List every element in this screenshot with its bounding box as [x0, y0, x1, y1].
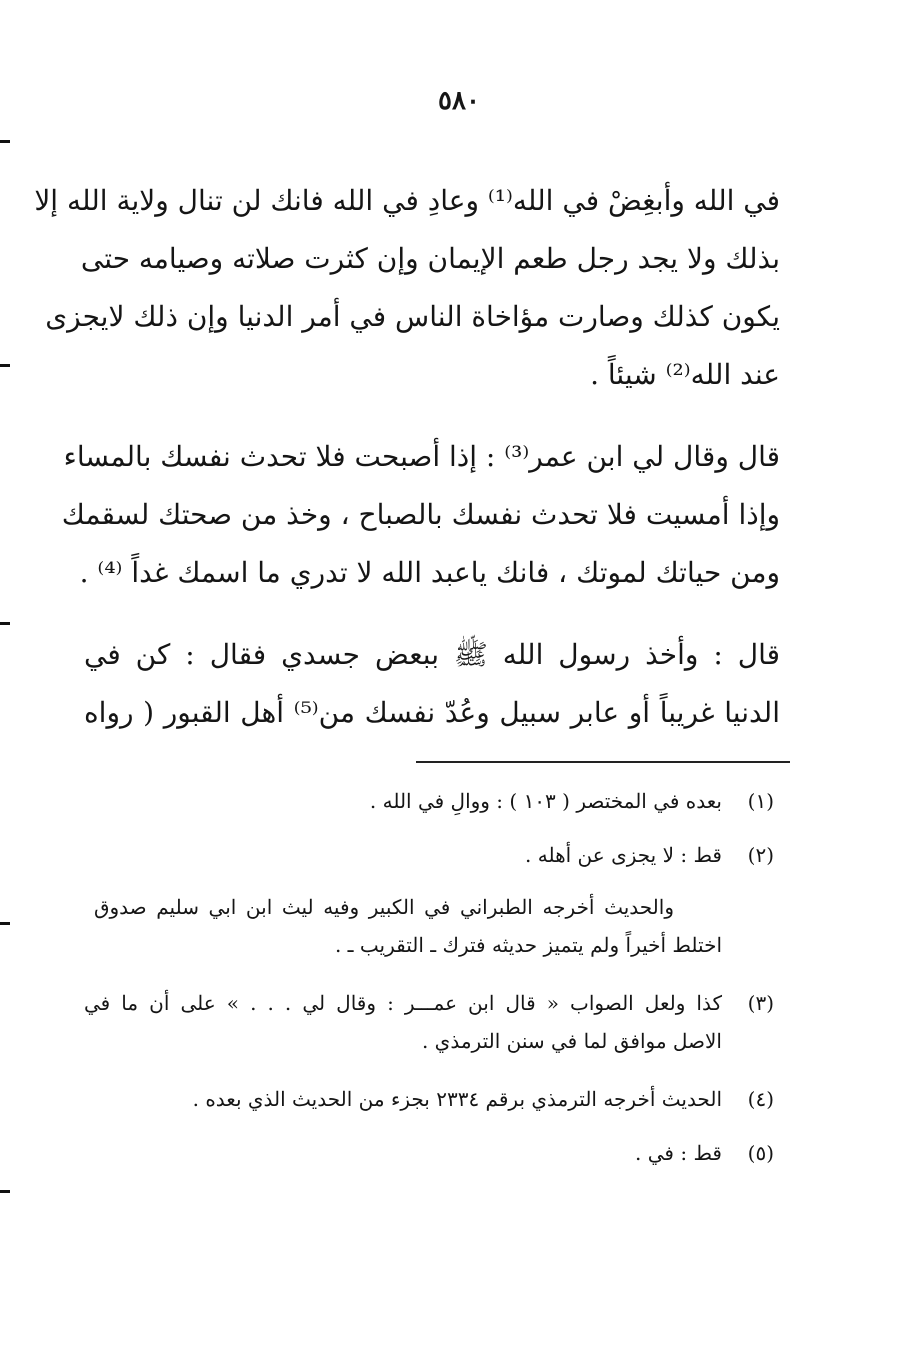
page-number: ٥٨٠ — [438, 86, 480, 116]
paragraph-1 — [34, 172, 780, 404]
footnote-2 — [84, 836, 774, 874]
text-line: ومن حياتك لموتك ، فانك ياعبد الله لا تدري ما اسمك غداً ⁽⁴⁾ . — [79, 556, 780, 589]
footnote-4 — [84, 1080, 774, 1118]
footnote-divider — [416, 761, 790, 763]
paragraph-3 — [84, 626, 780, 742]
footnote-number: (٢) — [747, 843, 774, 867]
footnote-text: قط : في . — [635, 1141, 722, 1165]
footnote-number: (٥) — [747, 1141, 774, 1165]
text-line: الدنيا غريباً أو عابر سبيل وعُدّ نفسك من⁽⁵⁾ أهل القبور ( رواه — [84, 696, 780, 729]
footnote-1 — [84, 782, 774, 820]
text-line: بذلك ولا يجد رجل طعم الإيمان وإن كثرت صلاته وصيامه حتى — [80, 242, 780, 275]
footnote-text: بعده في المختصر ( ١٠٣ ) : ووالِ في الله . — [369, 789, 722, 813]
margin-mark — [0, 622, 10, 625]
text-line: عند الله⁽²⁾ شيئاً . — [590, 358, 780, 391]
text-line: يكون كذلك وصارت مؤاخاة الناس في أمر الدنيا وإن ذلك لايجزى — [45, 300, 780, 333]
footnote-2-continuation: والحديث أخرجه الطبراني في الكبير وفيه ليث ابن ابي سليم صدوق — [94, 895, 674, 919]
footnote-3 — [84, 984, 774, 1022]
paragraph-2 — [61, 428, 780, 602]
margin-mark — [0, 140, 10, 143]
text-line: قال وقال لي ابن عمر⁽³⁾ : إذا أصبحت فلا تحدث نفسك بالمساء — [63, 440, 780, 473]
margin-mark — [0, 922, 10, 925]
margin-mark — [0, 1190, 10, 1193]
text-line: في الله وأبغِضْ في الله⁽¹⁾ وعادِ في الله فانك لن تنال ولاية الله إلا — [34, 184, 780, 217]
text-line: قال : وأخذ رسول الله ﷺ ببعض جسدي فقال : كن في — [84, 638, 780, 671]
margin-mark — [0, 364, 10, 367]
footnote-3-continuation: الاصل موافق لما في سنن الترمذي . — [421, 1029, 722, 1053]
footnote-text: الحديث أخرجه الترمذي برقم ٢٣٣٤ بجزء من الحديث الذي بعده . — [192, 1087, 722, 1111]
footnote-number: (٤) — [747, 1087, 774, 1111]
footnote-text: قط : لا يجزى عن أهله . — [525, 843, 722, 867]
footnote-number: (٣) — [747, 991, 774, 1015]
footnote-text: كذا ولعل الصواب « قال ابن عمـــر : وقال لي . . . » على أن ما في — [84, 991, 722, 1015]
footnote-5 — [84, 1134, 774, 1172]
text-line: وإذا أمسيت فلا تحدث نفسك بالصباح ، وخذ من صحتك لسقمك — [61, 498, 780, 531]
footnote-2-continuation: اختلط أخيراً ولم يتميز حديثه فترك ـ التقريب ـ . — [334, 933, 722, 957]
footnote-number: (١) — [747, 789, 774, 813]
